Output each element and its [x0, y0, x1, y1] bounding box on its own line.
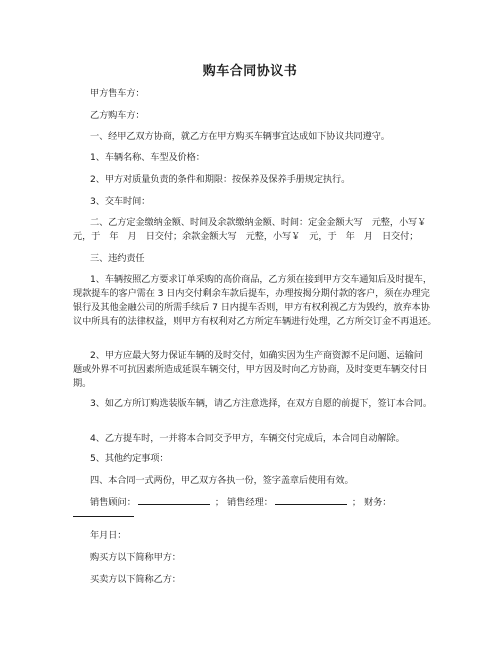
- document-line: 甲方售车方：: [90, 88, 145, 99]
- document-line: 2、甲方应最大努力保证车辆的及时交付，如确实因为生产商资源不足问题、运输问: [90, 350, 423, 361]
- document-line: 二、乙方定金缴纳金额、时间及余款缴纳金额、时间：定金金额大写 元整，小写￥: [90, 217, 427, 228]
- document-line: 2、甲方对质量负责的条件和期限：按保养及保养手册规定执行。: [90, 174, 351, 185]
- document-line: 1、车辆名称、车型及价格：: [90, 152, 205, 163]
- sales-consultant-blank[interactable]: [138, 495, 210, 505]
- separator: ；: [351, 497, 362, 508]
- document-line: 1、车辆按照乙方要求订单采购的高价商品，乙方须在接到甲方交车通知后及时提车，: [90, 274, 432, 285]
- document-line: 年月日：: [90, 530, 127, 541]
- document-line: 4、乙方提车时，一并将本合同交予甲方，车辆交付完成后，本合同自动解除。: [90, 433, 405, 444]
- document-line: 元，于 年 月 日交付；余款金额大写 元整，小写￥ 元，于 年 月 日交付；: [73, 231, 419, 242]
- document-line: 三、违约责任: [90, 253, 145, 264]
- document-line: 议中所具有的法律权益，则甲方有权利对乙方所定车辆进行处理，乙方所交订金不再退还。: [73, 316, 437, 327]
- document-line: 题或外界不可抗因素所造成延误车辆交付，甲方因及时向乙方协商，及时变更车辆交付日: [73, 364, 428, 375]
- document-line: 3、如乙方所订购选装版车辆，请乙方注意选择，在双方自愿的前提下，签订本合同。: [90, 398, 432, 409]
- document-line: 现款提车的客户需在 3 日内交付剩余车款后提车，办理按揭分期付款的客户，须在办理完: [73, 288, 430, 299]
- sales-manager-label: 销售经理：: [226, 497, 273, 508]
- signature-row: [90, 495, 392, 509]
- document-line: 乙方购车方：: [90, 110, 145, 121]
- document-line: 买卖方以下简称乙方：: [90, 574, 181, 585]
- document-line: 期。: [73, 378, 92, 389]
- sales-manager-blank[interactable]: [275, 495, 347, 505]
- sales-consultant-label: 销售顾问：: [90, 497, 136, 508]
- document-line: 银行及其他金融公司的所需手续后 7 日内提车否则，甲方有权利视乙方为毁约，放弃本协: [73, 302, 430, 313]
- document-line: 一、经甲乙双方协商，就乙方在甲方购买车辆事宜达成如下协议共同遵守。: [90, 131, 390, 142]
- document-line: 购买方以下简称甲方：: [90, 552, 181, 563]
- finance-label: 财务：: [363, 497, 392, 508]
- separator: ；: [214, 497, 225, 508]
- document-line: 四、本合同一式两份，甲乙双方各执一份，签字盖章后使用有效。: [90, 475, 354, 486]
- finance-blank-line[interactable]: [73, 516, 134, 517]
- document-line: 3、交车时间：: [90, 196, 151, 207]
- document-line: 5、其他约定事项：: [90, 453, 169, 464]
- document-title: 购车合同协议书: [202, 64, 298, 79]
